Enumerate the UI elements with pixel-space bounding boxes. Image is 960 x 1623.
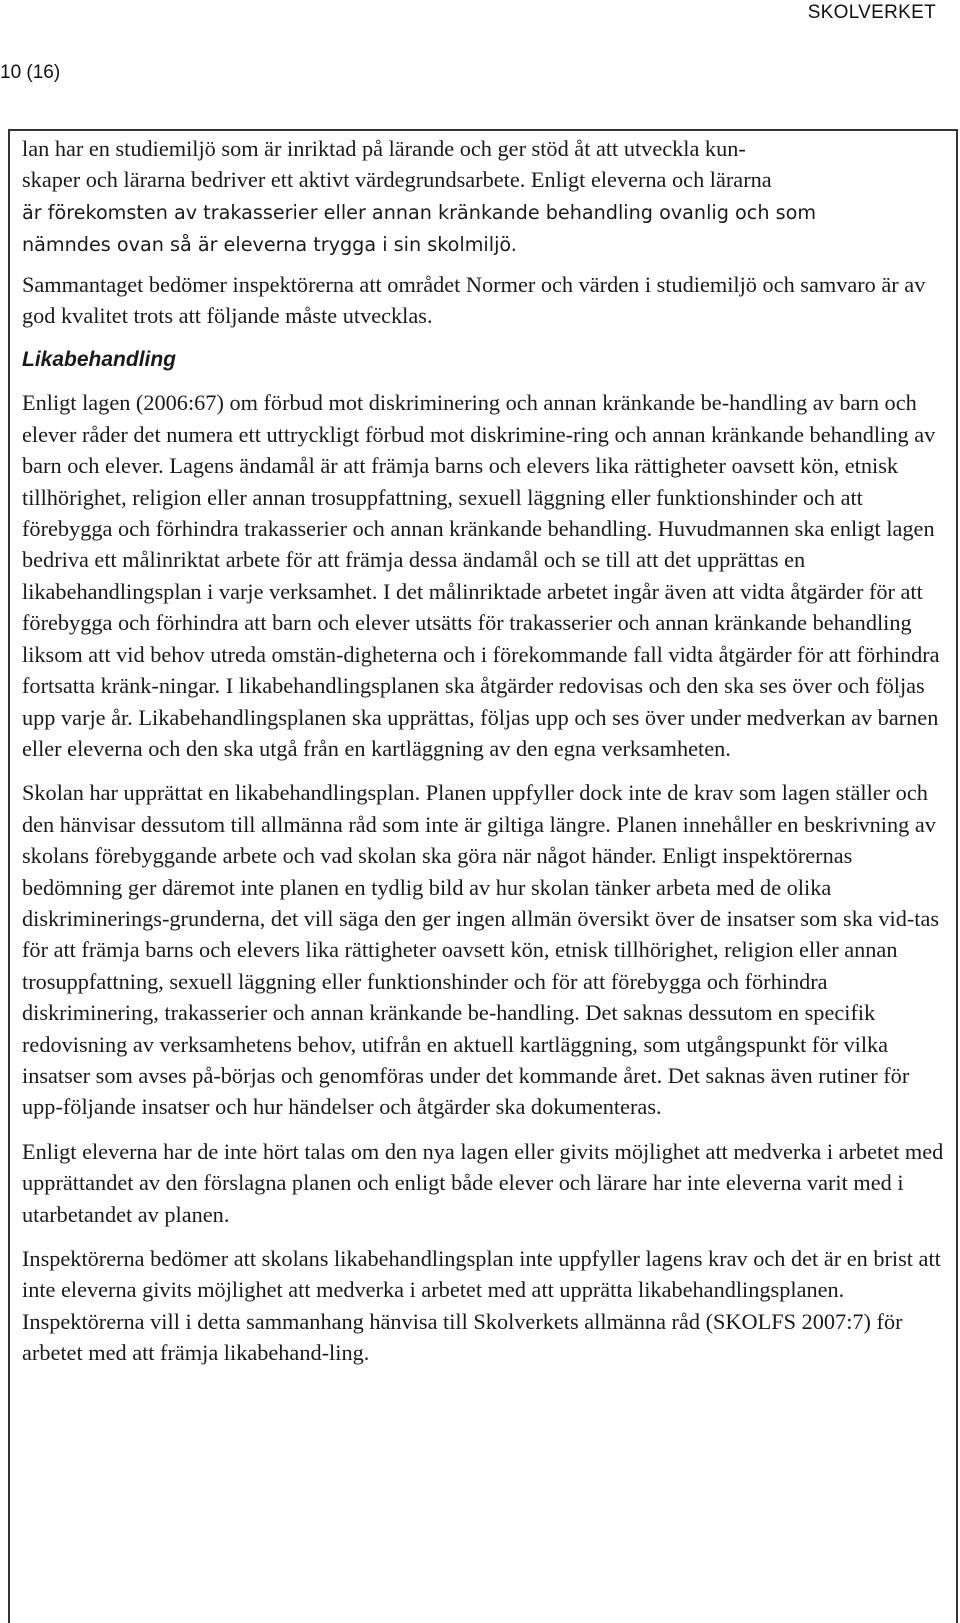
agency-name: SKOLVERKET (807, 2, 936, 23)
conclusion-paragraph: Inspektörerna bedömer att skolans likabehandlingsplan inte uppfyller lagens krav och det är en brist att inte eleverna givits möjlighet att medverka i arbetet med att upprätta likabehandlingsplanen. Inspektörerna vill i detta sammanhang hänvisa till Skolverkets allmänna råd (SKOLFS 2007:7) för arbetet med att främja likabehand-ling. (22, 1246, 941, 1366)
document-body (22, 133, 944, 1369)
intro-paragraph (22, 133, 944, 261)
section-heading: Likabehandling (22, 348, 177, 372)
intro-line-4: nämndes ovan så är eleverna trygga i sin skolmiljö. (22, 233, 517, 257)
summary-paragraph: Sammantaget bedömer inspektörerna att området Normer och värden i studiemiljö och samvaro är av god kvalitet trots att följande måste utvecklas. (22, 271, 926, 329)
students-paragraph: Enligt eleverna har de inte hört talas om den nya lagen eller givits möjlighet att medverka i arbetet med upprättandet av den förslagna planen och enligt både elever och lärare har inte eleverna varit med i utarbetandet av planen. (22, 1138, 944, 1227)
plan-assessment-paragraph: Skolan har upprättat en likabehandlingsplan. Planen uppfyller dock inte de krav som lagen ställer och den hänvisar dessutom till allmänna råd som inte är giltiga längre. Planen innehåller en beskrivning av skolans förebyggande arbete och vad skolan ska göra när något händer. Enligt inspektörernas bedömning ger däremot inte planen en tydlig bild av hur skolan tänker arbeta med de olika diskriminerings-grunderna, det vill säga den ger ingen allmän översikt över de insatser som ska vid-tas för att främja barns och elevers lika rättigheter oavsett kön, etnisk tillhörighet, religion eller annan trosuppfattning, sexuell läggning eller funktionshinder och för att förebygga och förhindra diskriminering, trakasserier och annan kränkande be-handling. Det saknas dessutom en specifik redovisning av verksamhetens behov, utifrån en aktuell kartläggning, som utgångspunkt för vilka insatser som avses på-börjas och genomföras under det kommande året. Det saknas även rutiner för upp-följande insatser och hur händelser och åtgärder ska dokumenteras. (22, 780, 940, 1120)
page-number: 10 (16) (0, 62, 61, 83)
law-paragraph: Enligt lagen (2006:67) om förbud mot diskriminering och annan kränkande be-handling av barn och elever råder det numera ett uttryckligt förbud mot diskrimine-ring och annan kränkande behandling av barn och elever. Lagens ändamål är att främja barns och elevers lika rättigheter oavsett kön, etnisk tillhörighet, religion eller annan trosuppfattning, sexuell läggning eller funktionshinder och att förebygga och förhindra trakasserier och annan kränkande behandling. Huvudmannen ska enligt lagen bedriva ett målinriktat arbete för att främja dessa ändamål och se till att det upprättas en likabehandlingsplan i varje verksamhet. I det målinriktade arbetet ingår även att vidta åtgärder för att förebygga och förhindra att barn och elever utsätts för trakasserier och annan kränkande behandling liksom att vid behov utreda omstän-digheterna och i förekommande fall vidta åtgärder för att förhindra fortsatta kränk-ningar. I likabehandlingsplanen ska åtgärder redovisas och den ska ses över och följas upp varje år. Likabehandlingsplanen ska upprättas, följas upp och ses över under medverkan av barnen eller eleverna och den ska utgå från en kartläggning av den egna verksamheten. (22, 390, 940, 761)
intro-line-1: lan har en studiemiljö som är inriktad på lärande och ger stöd åt att utveckla kun- (22, 136, 746, 161)
intro-line-2: skaper och lärarna bedriver ett aktivt värdegrundsarbete. Enligt eleverna och lärarna (22, 167, 772, 193)
intro-line-3: är förekomsten av trakasserier eller annan kränkande behandling ovanlig och som (22, 200, 817, 224)
